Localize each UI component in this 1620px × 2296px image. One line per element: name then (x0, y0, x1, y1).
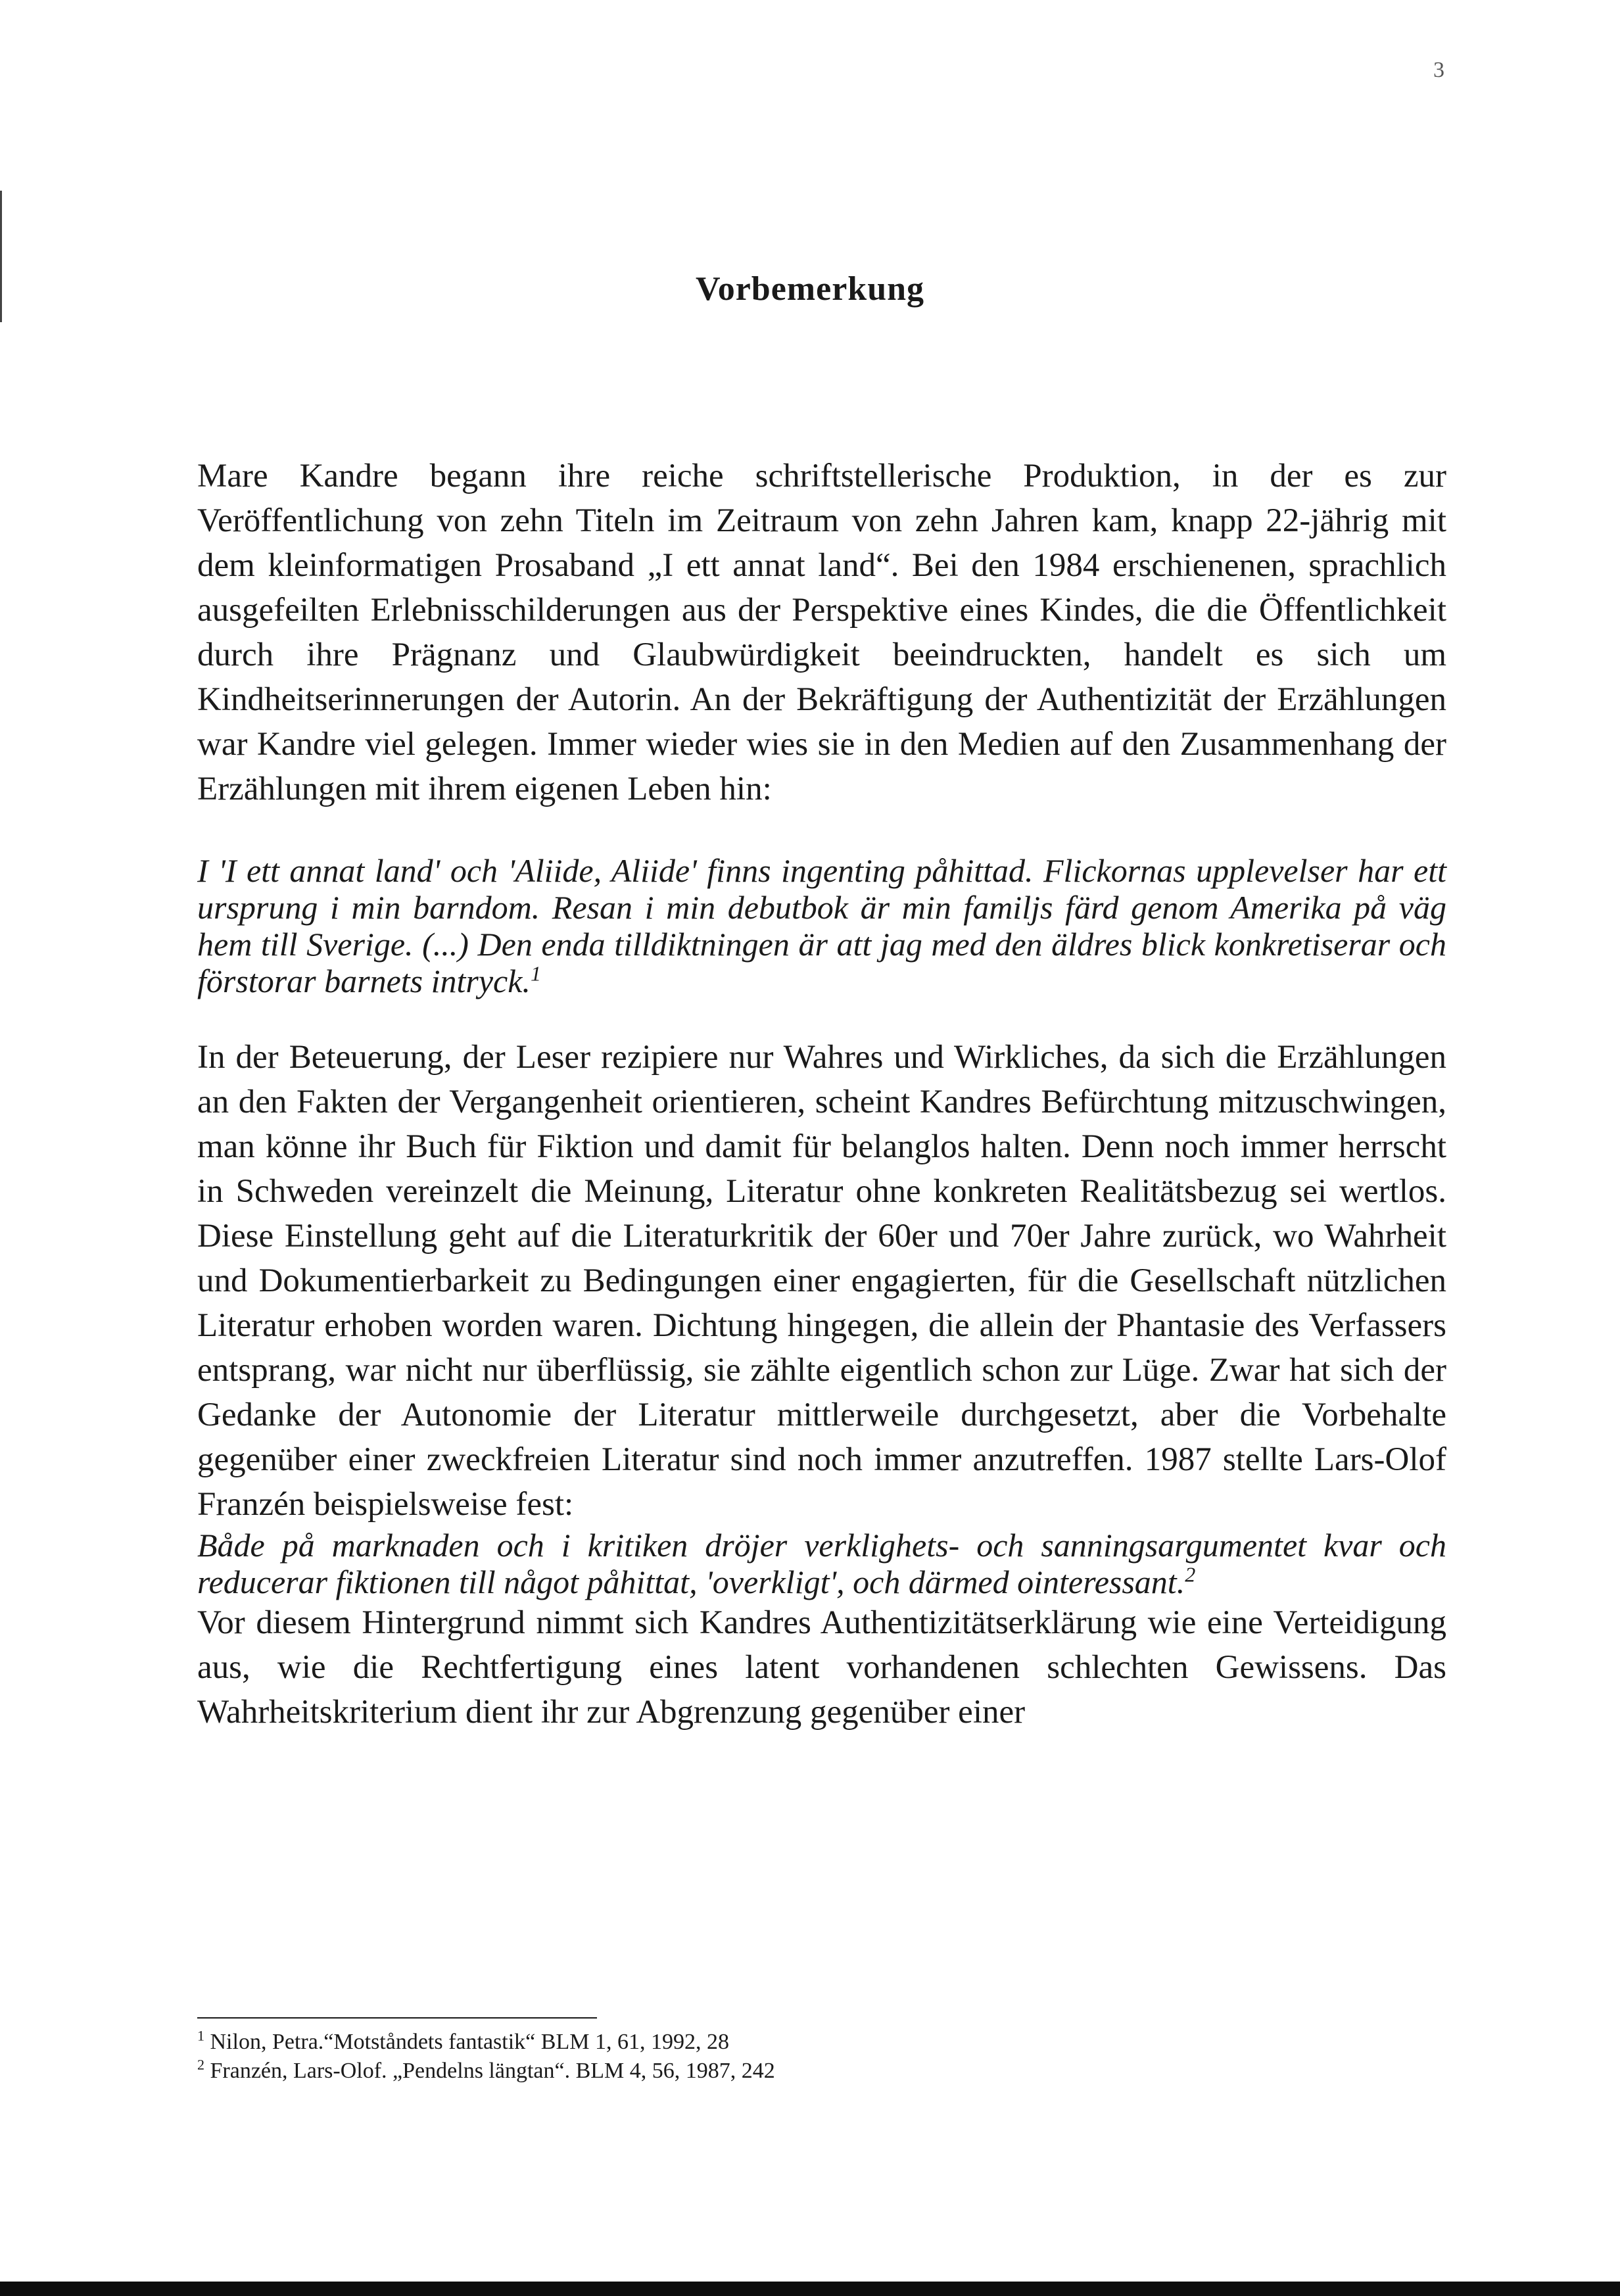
page-title: Vorbemerkung (695, 270, 925, 308)
scan-edge-bottom (0, 2282, 1620, 2296)
paragraph-conclusion: Vor diesem Hintergrund nimmt sich Kandres Authentizitätserklärung wie eine Verteidigung aus, wie die Rechtfertigung eines latent vorhandenen schlechten Gewissens. Das Wahrheitskriterium dient ihr zur Abgrenzung gegenüber einer (197, 1604, 1446, 1731)
spacer (197, 811, 1446, 852)
footnote-ref-2[interactable]: 2 (1185, 1562, 1196, 1587)
quote-kandre-text: I 'I ett annat land' och 'Aliide, Aliide' finns ingenting påhittad. Flickornas upplevelser har ett ursprung i min barndom. Resan i min debutbok är min familjs färd genom Amerika på väg hem till Sverige. (...) Den enda tilldiktningen är att jag med den äldres blick konkretiserar och förstorar barnets intryck. (197, 852, 1446, 999)
footnote-ref-1[interactable]: 1 (530, 961, 541, 986)
footnote-text: Nilon, Petra.“Motståndets fantastik“ BLM 1, 61, 1992, 28 (210, 2030, 729, 2054)
paragraph-intro: Mare Kandre begann ihre reiche schriftstellerische Produktion, in der es zur Veröffentlichung von zehn Titeln im Zeitraum von zehn Jahren kam, knapp 22-jährig mit dem kleinformatigen Prosaband „I ett annat land“. Bei den 1984 erschienenen, sprachlich ausgefeilten Erlebnisschilderungen aus der Perspektive eines Kindes, die die Öffentlichkeit durch ihre Prägnanz und Glaubwürdigkeit beeindruckten, handelt es sich um Kindheitserinnerungen der Autorin. An der Bekräftigung der Authentizität der Erzählungen war Kandre viel gelegen. Immer wieder wies sie in den Medien auf den Zusammenhang der Erzählungen mit ihrem eigenen Leben hin: (197, 458, 1446, 807)
footnote-text: Franzén, Lars-Olof. „Pendelns längtan“. BLM 4, 56, 1987, 242 (210, 2059, 775, 2083)
paragraph-context: In der Beteuerung, der Leser rezipiere nur Wahres und Wirkliches, da sich die Erzählungen an den Fakten der Vergangenheit orientieren, scheint Kandres Befürchtung mitzuschwingen, man könne ihr Buch für Fiktion und damit für belanglos halten. Denn noch immer herrscht in Schweden vereinzelt die Meinung, Literatur ohne konkreten Realitätsbezug sei wertlos. Diese Einstellung geht auf die Literaturkritik der 60er und 70er Jahre zurück, wo Wahrheit und Dokumentierbarkeit zu Bedingungen einer engagierten, für die Gesellschaft nützlichen Literatur erhoben worden waren. Dichtung hingegen, die allein der Phantasie des Verfassers entsprang, war nicht nur überflüssig, sie zählte eigentlich schon zur Lüge. Zwar hat sich der Gedanke der Autonomie der Literatur mittlerweile durchgesetzt, aber die Vorbehalte gegenüber einer zweckfreien Literatur sind noch immer anzutreffen. 1987 stellte Lars-Olof Franzén beispielsweise fest: (197, 1039, 1446, 1523)
footnote-item (197, 2057, 1446, 2086)
spacer (197, 999, 1446, 1035)
footnote-separator (197, 2017, 597, 2019)
footnote-item (197, 2028, 1446, 2057)
body-text (197, 454, 1446, 1734)
footnote-number: 2 (197, 2056, 204, 2073)
quote-franzen-text: Både på marknaden och i kritiken dröjer verklighets- och sanningsargumentet kvar och reducerar fiktionen till något påhittat, 'overkligt', och därmed ointeressant. (197, 1527, 1446, 1600)
page-number-mark: 3 (1433, 58, 1444, 82)
footnotes (197, 2028, 1446, 2086)
footnote-number: 1 (197, 2027, 204, 2044)
quote-franzen (197, 1527, 1446, 1600)
quote-kandre (197, 852, 1446, 999)
